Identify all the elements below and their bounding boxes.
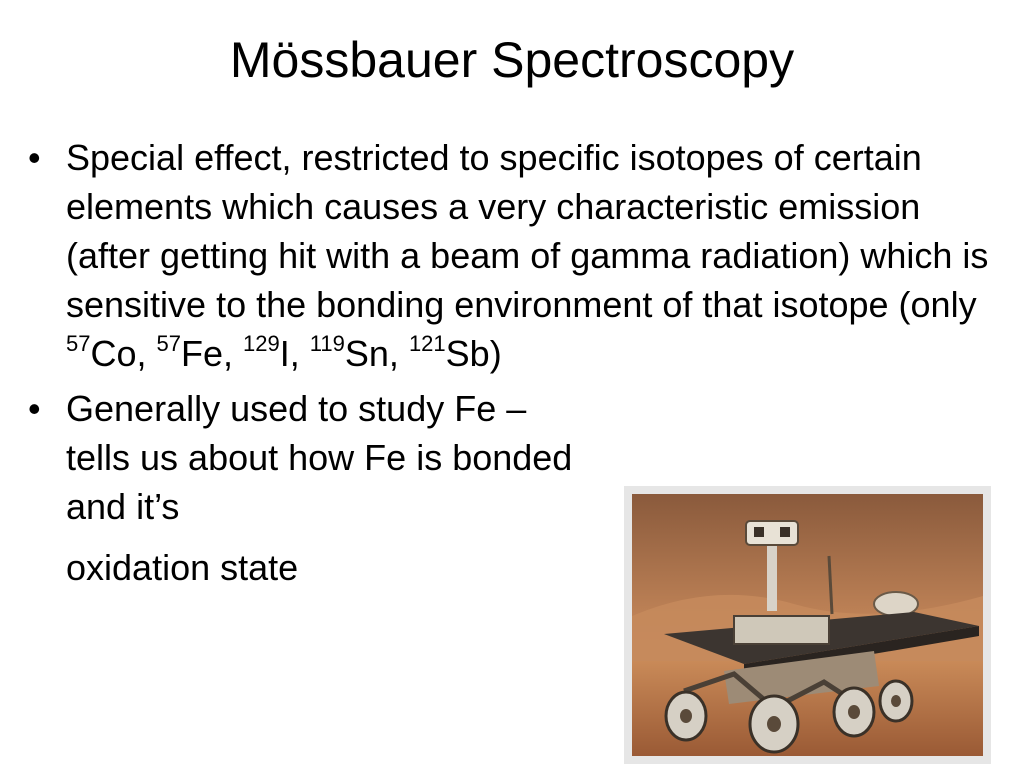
- bullet-1-text: Special effect, restricted to specific isotopes of certain elements which causes a very characteristic emission (after getting hit with a beam of gamma radiation) which is sensitive to the bonding environment of that isotope (only: [66, 137, 989, 325]
- isotope-symbol: Fe: [181, 333, 224, 374]
- isotope-mass: 119: [309, 331, 345, 356]
- bullet-2-text: Generally used to study Fe – tells us about how Fe is bonded and it’s: [66, 388, 573, 527]
- isotope-symbol: Sb: [445, 333, 490, 374]
- isotope-separator: ,: [223, 333, 244, 374]
- bullet-marker: •: [28, 388, 41, 429]
- bullet-item-1: [28, 133, 1003, 378]
- isotope-symbol: Sn: [344, 333, 389, 374]
- isotope-separator: ,: [388, 333, 409, 374]
- slide-title: Mössbauer Spectroscopy: [229, 32, 795, 88]
- bullet-marker: •: [28, 137, 41, 178]
- isotope-separator: ,: [136, 333, 157, 374]
- isotope-separator: ,: [289, 333, 310, 374]
- mars-rover-photo-icon: [624, 486, 991, 764]
- isotope-mass: 57: [66, 331, 91, 356]
- isotope-symbol: I: [279, 333, 290, 374]
- isotope-mass: 121: [408, 331, 446, 356]
- bullet-2-continuation: oxidation state: [66, 547, 299, 588]
- isotope-symbol: Co: [90, 333, 137, 374]
- isotope-separator: ): [489, 333, 502, 374]
- isotope-mass: 57: [156, 331, 182, 356]
- isotope-mass: 129: [243, 331, 280, 356]
